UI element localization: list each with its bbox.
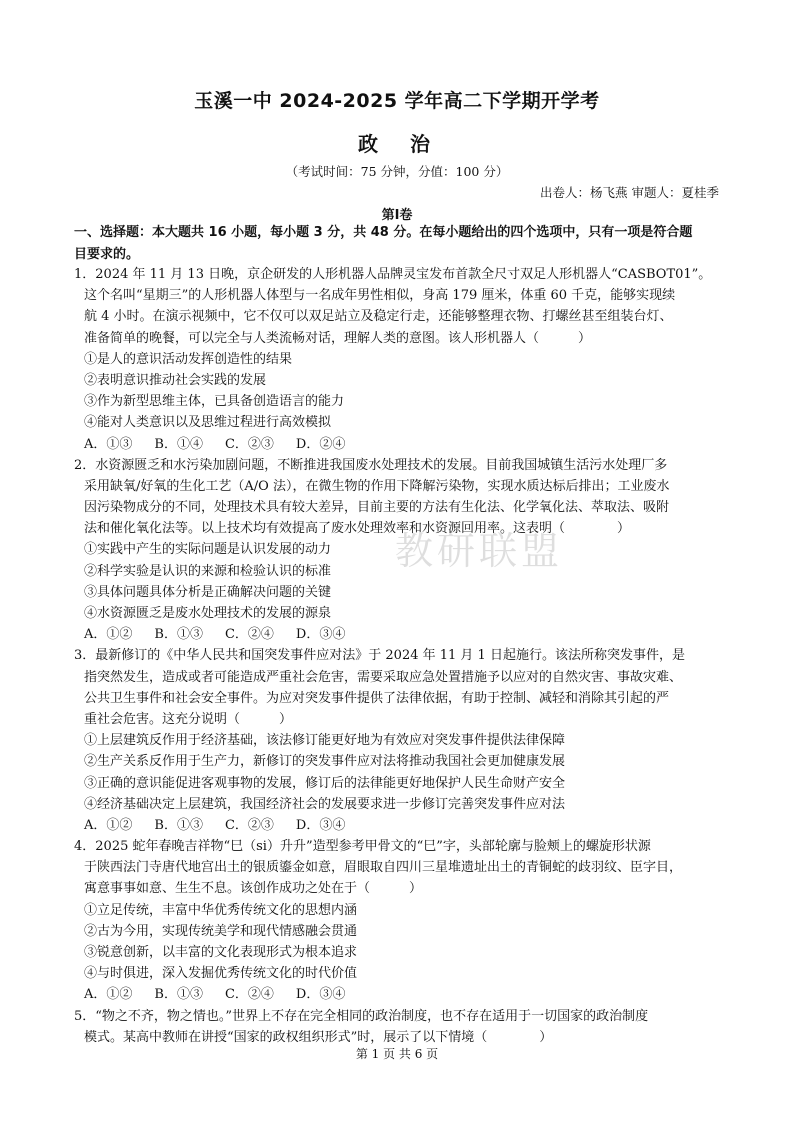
answer-choice: A．①② [84, 627, 133, 643]
answer-choices [74, 984, 734, 1005]
exam-subject: 政 治 [358, 132, 436, 156]
statement-option: ④经济基础决定上层建筑，我国经济社会的发展要求进一步修订完善突发事件应对法 [84, 796, 566, 812]
question-text-line: 航 4 小时。在演示视频中，它不仅可以双足站立及稳定行走，还能够整理衣物、打螺丝甚至组装台灯、 [84, 309, 673, 325]
page-footer: 第 1 页 共 6 页 [355, 1047, 439, 1061]
statement-option: ②表明意识推动社会实践的发展 [84, 372, 267, 388]
volume-heading: 第Ⅰ卷 [381, 208, 413, 223]
answer-choices [74, 624, 734, 645]
question-text-line: 5．“物之不齐，物之情也。”世界上不存在完全相同的政治制度，也不存在适用于一切国家的政治制度 [74, 1008, 649, 1024]
exam-authors: 出卷人：杨飞燕 审题人：夏桂季 [540, 185, 719, 200]
answer-choice: B．①③ [154, 987, 203, 1003]
answer-choice: D．③④ [295, 627, 346, 643]
answer-choice: B．①④ [154, 436, 203, 452]
statement-option: ②古为今用，实现传统美学和现代情感融会贯通 [84, 923, 358, 939]
question-text-line: 指突然发生，造成或者可能造成严重社会危害，需要采取应急处置措施予以应对的自然灾害、事故灾难、 [84, 669, 683, 685]
statement-option: ③锐意创新，以丰富的文化表现形式为根本追求 [84, 945, 358, 960]
statement-option: ①实践中产生的实际问题是认识发展的动力 [84, 542, 332, 558]
question-text-line: 准备简单的晚餐，可以完全与人类流畅对话，理解人类的意图。该人形机器人（ ） [84, 330, 592, 346]
answer-choice: A．①② [84, 817, 133, 833]
answer-choice: A．①② [84, 987, 133, 1003]
answer-choice: A．①③ [84, 436, 133, 452]
question-3 [74, 645, 734, 836]
answer-choices [74, 815, 734, 836]
section-line: 一、选择题：本大题共 16 小题，每小题 3 分，共 48 分。在每小题给出的四个选项中，只有一项是符合题 [74, 225, 693, 240]
statement-option: ④水资源匮乏是废水处理技术的发展的源泉 [84, 606, 332, 621]
statement-option: ③作为新型思维主体，已具备创造语言的能力 [84, 394, 345, 410]
question-text-line: 于陕西法门寺唐代地宫出土的银质鎏金如意，眉眼取自四川三星堆遗址出土的青铜蛇的歧羽纹、臣字目， [84, 860, 683, 876]
statement-option: ③正确的意识能促进客观事物的发展，修订后的法律能更好地保护人民生命财产安全 [84, 775, 566, 791]
section-heading [74, 222, 724, 266]
answer-choice: C．②④ [224, 627, 274, 643]
answer-choice: B．①③ [154, 627, 203, 643]
statement-option: ③具体问题具体分析是正确解决问题的关键 [84, 584, 332, 600]
question-text-line: 1．2024 年 11 月 13 日晚，京企研发的人形机器人品牌灵宝发布首款全尺寸双足人形机器人“CASBOT01”。 [74, 267, 712, 282]
question-text-line: 寓意事事如意、生生不息。该创作成功之处在于（ ） [84, 881, 423, 897]
question-text-line: 这个名叫“星期三”的人形机器人体型与一名成年男性相似，身高 179 厘米，体重 60 千克，能够实现续 [84, 288, 676, 304]
question-text-line: 因污染物成分的不同，处理技术具有较大差异，目前主要的方法有生化法、化学氧化法、萃取法、吸附 [84, 500, 670, 516]
answer-choice: B．①③ [154, 817, 203, 833]
question-text-line: 采用缺氧/好氧的生化工艺（A/O 法），在微生物的作用下降解污染物，实现水质达标后排出；工业废水 [84, 478, 670, 494]
statement-option: ②科学实验是认识的来源和检验认识的标准 [84, 563, 332, 579]
answer-choices [74, 434, 734, 455]
question-list [74, 264, 734, 1048]
statement-option: ①上层建筑反作用于经济基础，该法修订能更好地为有效应对突发事件提供法律保障 [84, 733, 566, 749]
question-text-line: 4．2025 蛇年春晚吉祥物“巳（si）升升”造型参考甲骨文的“巳”字，头部轮廓与脸颊上的螺旋形状源 [74, 839, 651, 855]
question-text-line: 3．最新修订的《中华人民共和国突发事件应对法》于 2024 年 11 月 1 日起施行。该法所称突发事件，是 [74, 648, 685, 664]
watermark-text: 教研联盟 [395, 529, 564, 573]
question-text-line: 公共卫生事件和社会安全事件。为应对突发事件提供了法律依据，有助于控制、减轻和消除其引起的严 [84, 690, 670, 706]
question-5 [74, 1006, 734, 1048]
statement-option: ④与时俱进，深入发掘优秀传统文化的时代价值 [84, 966, 358, 982]
exam-title: 玉溪一中 2024-2025 学年高二下学期开学考 [194, 90, 600, 112]
exam-info: （考试时间：75 分钟，分值：100 分） [285, 164, 509, 179]
question-text-line: 模式。某高中教师在讲授“国家的政权组织形式”时，展示了以下情境（ ） [84, 1029, 553, 1045]
section-line: 目要求的。 [74, 247, 140, 262]
statement-option: ④能对人类意识以及思维过程进行高效模拟 [84, 415, 332, 431]
answer-choice: D．③④ [295, 817, 346, 833]
question-text-line: 2．水资源匮乏和水污染加剧问题，不断推进我国废水处理技术的发展。目前我国城镇生活污水处理厂多 [74, 457, 668, 473]
statement-option: ①是人的意识活动发挥创造性的结果 [84, 351, 293, 367]
question-text-line: 法和催化氧化法等。以上技术均有效提高了废水处理效率和水资源回用率。这表明（ ） [84, 521, 631, 537]
question-text-line: 重社会危害。这充分说明（ ） [84, 711, 293, 727]
answer-choice: C．②③ [224, 817, 274, 833]
statement-option: ②生产关系反作用于生产力，新修订的突发事件应对法将推动我国社会更加健康发展 [84, 754, 566, 770]
answer-choice: C．②③ [224, 436, 274, 452]
answer-choice: D．③④ [295, 987, 346, 1003]
statement-option: ①立足传统，丰富中华优秀传统文化的思想内涵 [84, 902, 358, 918]
answer-choice: C．②④ [224, 987, 274, 1003]
question-1 [74, 264, 734, 455]
answer-choice: D．②④ [295, 436, 346, 452]
question-4 [74, 836, 734, 1006]
